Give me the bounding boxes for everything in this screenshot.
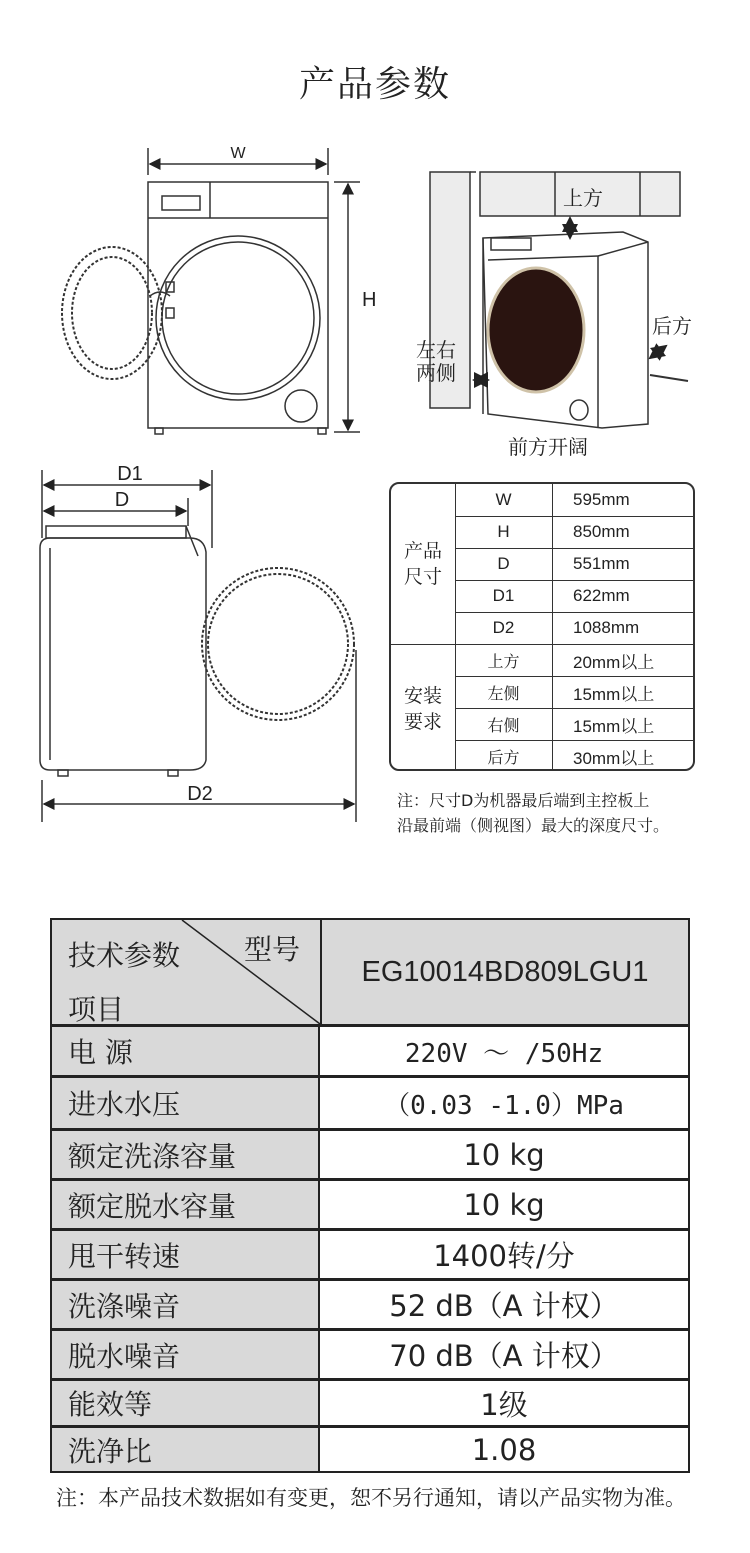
d-label: D [114,489,130,511]
width-label: W [230,145,246,162]
footer-note: 注：本产品技术数据如有变更，恕不另行通知，请以产品实物为准。 [56,1486,686,1510]
table-row: D 551mm [455,548,693,581]
installation-drawing [430,172,688,428]
header-model: 型号 [243,933,300,966]
dimension-note: 注：尺寸D为机器最后端到主控板上 沿最前端（侧视图）最大的深度尺寸。 [397,791,670,835]
front-view-drawing [62,148,360,434]
table-row: 甩干转速 1400转/分 [52,1231,688,1281]
page-title: 产品参数 [298,64,451,105]
table-row: 上方 20mm以上 [455,644,693,677]
table-row: 能效等 1级 [52,1381,688,1428]
install-requirement-group: 安装 要求 [391,644,456,771]
table-row: 洗净比 1.08 [52,1428,688,1471]
table-row: H 850mm [455,516,693,549]
table-row: 后方 30mm以上 [455,740,693,771]
table-row: D2 1088mm [455,612,693,645]
table-row: 进水水压 （0.03 -1.0）MPa [52,1078,688,1131]
back-clearance-label: 后方 [652,314,692,338]
side-view-drawing [40,470,356,822]
table-row: 左侧 15mm以上 [455,676,693,709]
product-size-group: 产品 尺寸 [391,484,456,644]
top-clearance-label: 上方 [563,186,603,210]
model-number: EG10014BD809LGU1 [322,920,688,1024]
height-label: H [362,289,377,311]
table-row: 脱水噪音 70 dB（A 计权） [52,1331,688,1381]
spec-table-header [52,920,688,1027]
table-row: 洗涤噪音 52 dB（A 计权） [52,1281,688,1331]
front-clearance-label: 前方开阔 [508,435,588,459]
table-row: 右侧 15mm以上 [455,708,693,741]
dimension-table [389,482,695,771]
d2-label: D2 [187,783,213,805]
header-tech-params: 技术参数 [68,939,181,972]
table-row: 额定洗涤容量 10 kg [52,1131,688,1181]
table-row: W 595mm [455,484,693,517]
header-item: 项目 [68,993,125,1026]
table-row: 电 源 220V ～ /50Hz [52,1027,688,1078]
d1-label: D1 [117,463,143,485]
table-row: 额定脱水容量 10 kg [52,1181,688,1231]
table-row: D1 622mm [455,580,693,613]
spec-table [50,918,690,1473]
sides-clearance-label-2: 两侧 [416,361,456,385]
sides-clearance-label-1: 左右 [416,338,456,362]
